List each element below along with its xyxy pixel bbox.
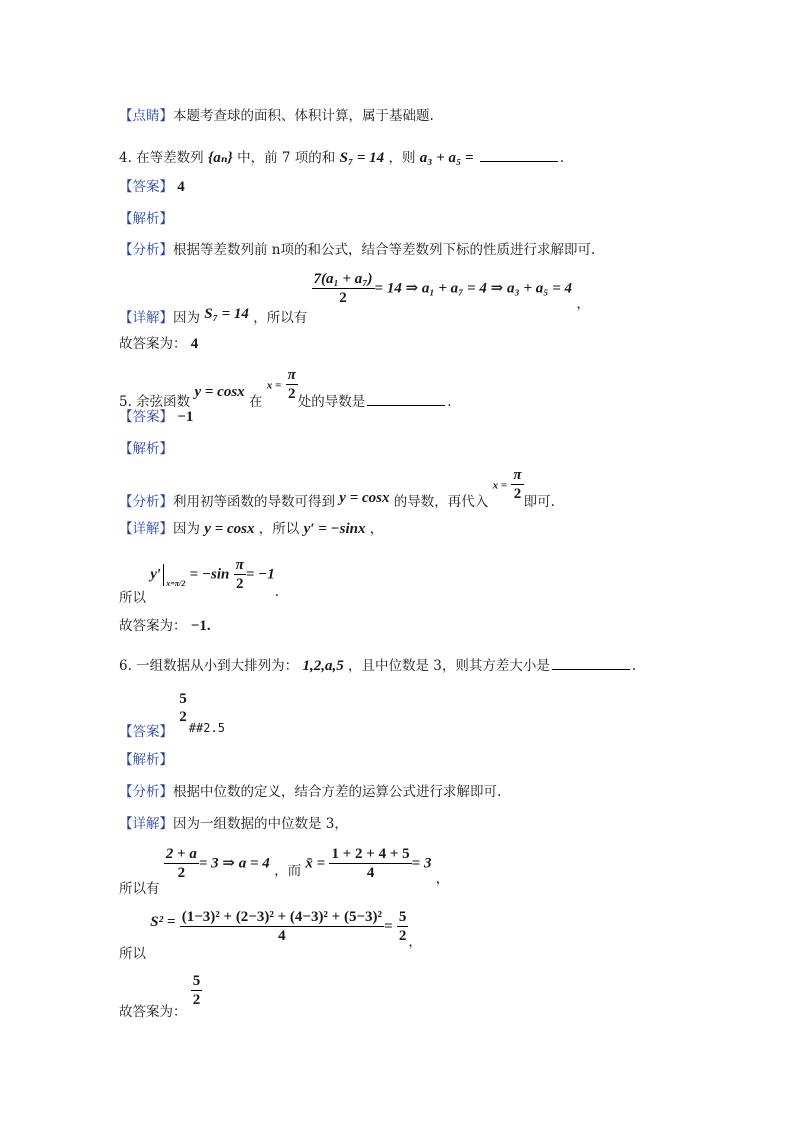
q5-xj-mid: ，所以	[258, 521, 300, 537]
q6-answer	[119, 690, 225, 740]
q6-jiexi	[119, 748, 173, 768]
q5-fenxi-two: 2	[511, 484, 523, 504]
q6-final-frac	[191, 972, 203, 1010]
q5-xiangjie	[119, 517, 383, 538]
q5-final-pre: 故答案为：	[119, 618, 187, 634]
q5-stem-pre: 5. 余弦函数	[119, 394, 191, 411]
q4-frac-den: 2	[312, 288, 375, 308]
q6-mean-num: 1 + 2 + 4 + 5	[331, 846, 410, 862]
q5-eval-y: y′	[150, 566, 162, 583]
q4-fenxi	[119, 238, 595, 258]
q5-fenxi-x-eq: x =	[492, 479, 508, 492]
q6-mean-frac	[329, 845, 411, 883]
q6-variance-line	[119, 908, 422, 963]
q5-xj-func: y = cosx	[204, 521, 255, 537]
q5-answer-blank[interactable]	[367, 393, 445, 406]
q6-answer-frac	[177, 690, 189, 727]
answer-tag: 【答案】	[119, 409, 173, 425]
q6-final-num: 5	[192, 973, 201, 989]
q6-med-num: 2 + a	[165, 846, 197, 862]
q6-median-line	[119, 845, 450, 898]
q4-xiangjie	[119, 270, 590, 327]
q4-xj-cond: S₇ = 14	[204, 306, 249, 323]
q6-suoyi: 所以	[119, 946, 146, 963]
q5-pi-frac	[286, 366, 298, 404]
q5-stem-end: 处的导数是	[297, 394, 366, 411]
q5-func: y = cosx	[194, 384, 245, 401]
q5-eval-frac	[234, 556, 246, 594]
q3-comment	[119, 104, 434, 124]
q4-stem-mid: 中，前 7 项的和	[237, 150, 336, 166]
q6-ans-den: 2	[179, 709, 187, 725]
q4-stem	[119, 146, 564, 167]
q5-fenxi-pi-frac	[511, 466, 523, 504]
q6-final-pre: 故答案为：	[119, 1004, 187, 1021]
q6-er: ，而	[274, 863, 302, 880]
q6-stem-pre: 6. 一组数据从小到大排列为：	[119, 658, 299, 674]
q6-var-frac	[180, 908, 384, 946]
q6-xj-text: 因为一组数据的中位数是 3，	[173, 816, 348, 832]
q6-var-rnum: 5	[398, 909, 407, 925]
q5-answer-value: −1	[177, 409, 194, 425]
q5-eval-pi: π	[235, 557, 244, 573]
q4-answer-value: 4	[177, 179, 185, 195]
q5-final	[119, 614, 211, 635]
q5-pi: π	[287, 367, 296, 383]
q5-fenxi-pre: 利用初等函数的导数可得到	[173, 494, 335, 511]
q6-med-den: 2	[164, 863, 199, 883]
fenxi-tag: 【分析】	[119, 494, 173, 511]
comment-tag: 【点睛】	[119, 108, 173, 124]
q4-stem-pre: 4. 在等差数列	[119, 150, 204, 166]
q4-answer-blank[interactable]	[480, 149, 558, 162]
q6-stem	[119, 654, 636, 675]
q6-mean-den: 4	[329, 863, 411, 883]
q5-eval-two: 2	[234, 574, 246, 594]
jiexi-tag: 【解析】	[119, 211, 173, 227]
q6-fenxi-text: 根据中位数的定义，结合方差的运算公式进行求解即可.	[173, 784, 502, 800]
q6-ans-num: 5	[179, 691, 187, 707]
q5-xj-end: ，	[369, 521, 384, 537]
q5-final-value: −1.	[190, 618, 211, 634]
q5-jiexi	[119, 437, 173, 457]
q5-fenxi-func: y = cosx	[339, 490, 390, 507]
q4-xj-pre: 因为	[173, 310, 200, 327]
answer-tag: 【答案】	[119, 723, 173, 740]
q6-answer-blank[interactable]	[552, 657, 630, 670]
q5-fenxi-pi: π	[513, 467, 522, 483]
q6-median-frac	[164, 845, 199, 883]
q5-eval-end: = −1	[245, 566, 275, 583]
q4-xj-mid: ，所以有	[253, 310, 308, 327]
q6-var-result	[397, 908, 409, 946]
q6-fenxi	[119, 780, 501, 800]
q6-med-chain: = 3 ⇒ a = 4	[198, 855, 270, 872]
q5-eval	[119, 556, 280, 607]
xiangjie-tag: 【详解】	[119, 521, 173, 537]
q4-frac-num: 7(a₁ + a₇)	[313, 271, 373, 287]
q5-fenxi-end: 即可.	[523, 494, 555, 511]
q5-xj-pre: 因为	[173, 521, 200, 537]
comment-text: 本题考查球的面积、体积计算，属于基础题.	[173, 108, 434, 124]
q5-fenxi	[119, 466, 555, 511]
q5-two: 2	[286, 384, 298, 404]
q5-xj-deriv: y′ = −sinx	[303, 521, 366, 537]
q6-comma2: ，	[408, 934, 422, 951]
q6-final-den: 2	[192, 992, 201, 1008]
q4-final-pre: 故答案为：	[119, 336, 187, 352]
q4-xj-chain: = 14 ⇒ a₁ + a₇ = 4 ⇒ a₃ + a₅ = 4	[374, 280, 573, 297]
q5-answer	[119, 405, 193, 426]
jiexi-tag: 【解析】	[119, 441, 173, 457]
q5-eval-mid: = −sin	[189, 566, 230, 583]
q6-comma1: ，	[435, 871, 450, 888]
q6-final	[119, 972, 202, 1021]
q6-var-rden: 2	[398, 928, 407, 944]
q4-fraction	[312, 270, 375, 308]
q6-s2: S² =	[150, 914, 176, 931]
q4-sequence: {aₙ}	[207, 150, 233, 166]
q5-stem-mid: 在	[248, 394, 263, 411]
q4-condition: S₇ = 14	[339, 150, 385, 166]
q6-xiangjie	[119, 812, 348, 832]
jiexi-tag: 【解析】	[119, 752, 173, 768]
q6-mean-end: = 3	[411, 855, 432, 872]
q5-eval-dot: .	[274, 584, 280, 601]
q5-x-eq: x =	[266, 379, 282, 392]
q5-eval-bar	[163, 564, 164, 586]
q6-var-num: (1−3)² + (2−3)² + (4−3)² + (5−3)²	[181, 909, 383, 925]
q6-end: .	[631, 658, 637, 674]
q5-suoyi: 所以	[119, 590, 146, 607]
q4-jiexi	[119, 207, 173, 227]
q4-fenxi-text: 根据等差数列前 n项的和公式，结合等差数列下标的性质进行求解即可.	[173, 242, 596, 258]
fenxi-tag: 【分析】	[119, 242, 173, 258]
q6-ans-alt: ##2.5	[188, 720, 225, 735]
q5-end: .	[447, 394, 452, 411]
q4-target: a₃ + a₅ =	[419, 150, 474, 166]
q6-suoyiyou: 所以有	[119, 881, 160, 898]
q4-final	[119, 332, 198, 353]
q6-xbar: x̄ =	[305, 855, 326, 872]
q5-stem	[119, 366, 452, 411]
q5-fenxi-mid: 的导数，再代入	[393, 494, 489, 511]
answer-tag: 【答案】	[119, 179, 173, 195]
xiangjie-tag: 【详解】	[119, 816, 173, 832]
xiangjie-tag: 【详解】	[119, 310, 173, 327]
q6-var-eq: =	[384, 918, 393, 935]
q4-final-value: 4	[190, 336, 199, 352]
q6-var-den: 4	[180, 926, 384, 946]
q6-data: 1,2,a,5	[302, 658, 344, 674]
q4-end: .	[559, 150, 565, 166]
q6-stem-mid: ，且中位数是 3，则其方差大小是	[348, 658, 550, 674]
fenxi-tag: 【分析】	[119, 784, 173, 800]
q4-xj-end: ，	[576, 296, 590, 313]
q4-stem-mid2: ，则	[388, 150, 416, 166]
q5-eval-sub: x=π/2	[166, 579, 186, 589]
q4-answer	[119, 175, 185, 196]
